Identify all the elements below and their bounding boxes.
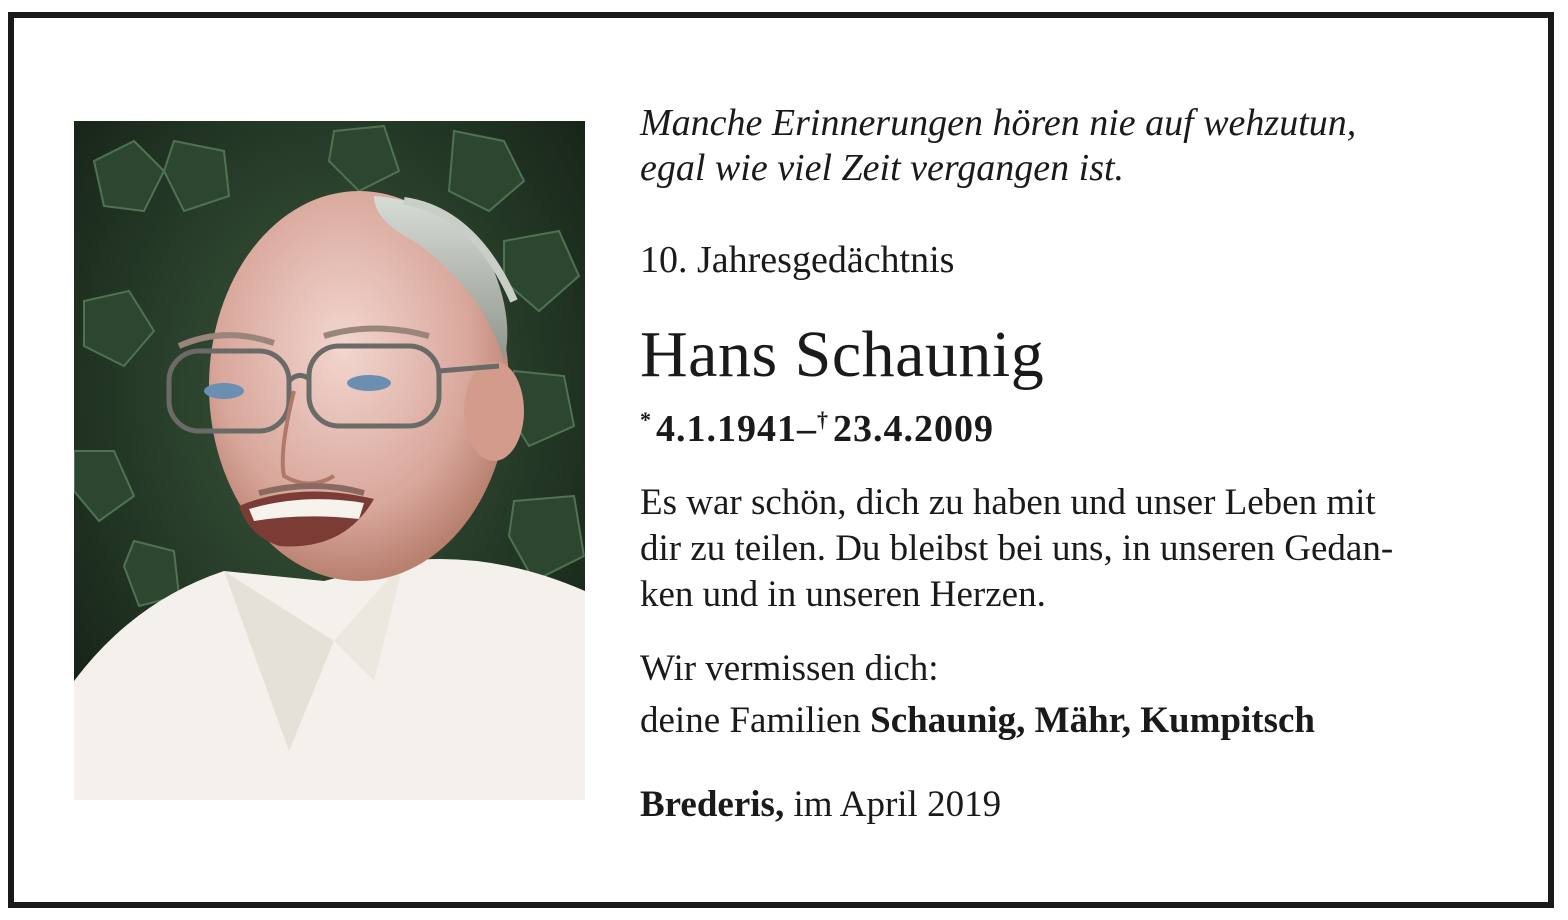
portrait-photo <box>74 121 585 800</box>
quote-line-1: Manche Erinnerungen hören nie auf wehzutun, <box>640 102 1357 144</box>
message-line-2: dir zu teilen. Du bleibst bei uns, in unseren Gedan- <box>640 528 1394 569</box>
memorial-message <box>640 480 1393 618</box>
place-and-date <box>640 782 1001 828</box>
deceased-name: Hans Schaunig <box>640 318 1045 391</box>
memorial-quote <box>640 101 1356 191</box>
quote-line-2: egal wie viel Zeit vergangen ist. <box>640 147 1125 189</box>
publication-date: im April 2019 <box>793 784 1002 825</box>
message-line-3: ken und in unseren Herzen. <box>640 574 1046 615</box>
mourners-label: Wir vermissen dich: <box>640 648 939 689</box>
life-dates <box>640 398 994 451</box>
family-names: Schaunig, Mähr, Kumpitsch <box>870 700 1315 741</box>
birth-symbol: * <box>640 407 652 432</box>
death-date: 23.4.2009 <box>833 408 994 450</box>
place-name: Brederis, <box>640 784 785 825</box>
mourners-families <box>640 698 1315 744</box>
birth-date: 4.1.1941 <box>656 408 797 450</box>
date-separator: – <box>797 408 817 450</box>
death-symbol: † <box>817 407 829 432</box>
message-line-1: Es war schön, dich zu haben und unser Leben mit <box>640 482 1376 523</box>
portrait-illustration <box>74 121 585 800</box>
families-prefix: deine Familien <box>640 700 861 741</box>
anniversary-heading: 10. Jahresgedächtnis <box>640 239 955 281</box>
